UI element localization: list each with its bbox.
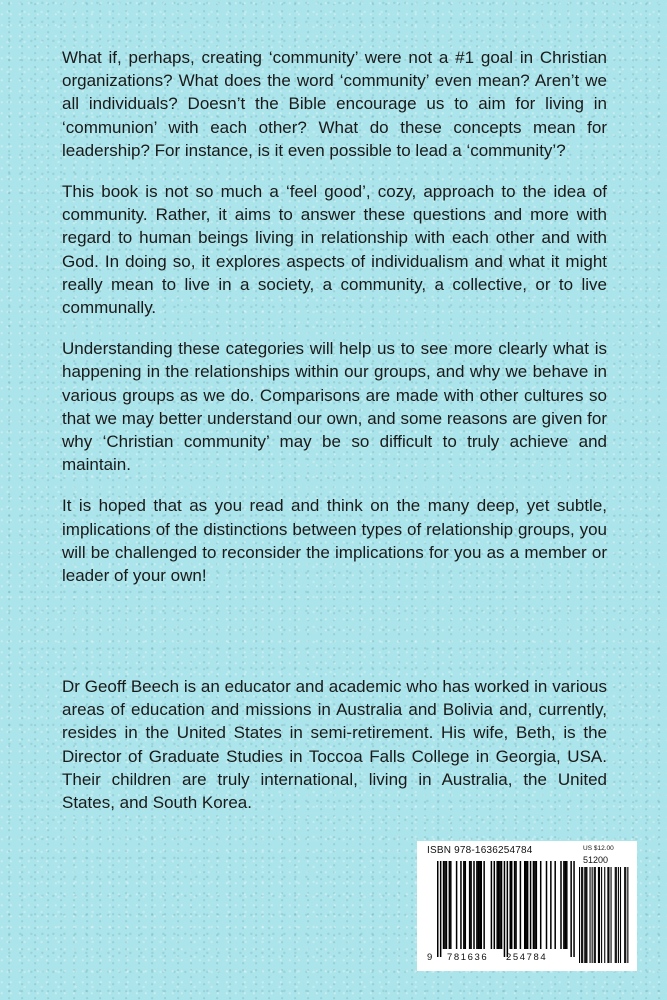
barcode-bar [501,861,503,949]
addon-bar [581,867,582,963]
barcode-bar [554,861,556,949]
addon-bar [611,867,612,963]
barcode-bar [540,861,542,949]
addon-bar [582,867,583,963]
barcode-bar [533,861,535,949]
addon-bar [616,867,617,963]
addon-bar [604,867,605,963]
barcode-bar [520,861,522,949]
barcode-bar [476,861,478,949]
addon-bar [620,867,621,963]
barcode-bar [444,861,446,949]
barcode-bar [515,861,517,949]
barcode-bar [525,861,527,949]
barcode-bar [504,861,506,957]
blurb-paragraph-2: This book is not so much a ‘feel good’, cozy, approach to the idea of community. Rather, it aims to answer these questions and more with regard to human beings living in relationship with each other and with God. In doing so, it explores aspects of individualism and what it might really mean to live in a society, a community, a collective, or to live communally. [62,182,607,318]
addon-bar [585,867,586,963]
addon-bar [625,867,626,963]
barcode-bar [469,861,471,949]
addon-bar [592,867,593,963]
price-addon-bars [579,867,628,963]
isbn-barcode [417,841,637,971]
barcode-bar [470,861,472,949]
barcode-bar [573,861,575,957]
barcode-bar [449,861,451,949]
book-blurb [62,46,607,605]
barcode-bar [563,861,565,949]
addon-bar [586,867,587,963]
barcode-bar [443,861,445,949]
barcode-digits-right: 254784 [506,952,548,963]
author-bio [62,675,607,814]
barcode-bar [550,861,552,949]
barcode-bar [499,861,501,949]
barcode-bar [498,861,500,949]
barcode-bar [570,861,572,957]
blurb-paragraph-1: What if, perhaps, creating ‘community’ were not a #1 goal in Christian organizations? What does the word ‘community’ even mean? Aren’t we all individuals? Doesn’t the Bible encourage us to aim for living in ‘communion’ with each other? What do these concepts mean for leadership? For instance, is it even possible to lead a ‘community’? [62,48,607,160]
barcode-bar [460,861,462,949]
barcode-bar [437,861,439,957]
barcode-bar [565,861,567,949]
barcode-bar [536,861,538,949]
barcode-bar [479,861,481,949]
barcode-bar [527,861,529,949]
addon-bar [608,867,609,963]
barcode-bar [511,861,513,949]
barcode-bar [483,861,485,949]
barcode-bar [450,861,452,949]
isbn-label: ISBN 978-1636254784 [427,845,533,856]
barcode-bar [478,861,480,949]
barcode-bar [473,861,475,949]
addon-bar [601,867,602,963]
addon-bar [618,867,619,963]
addon-bar [584,867,585,963]
barcode-bar [456,861,458,949]
barcode-bar [494,861,496,949]
barcode-bar [465,861,467,949]
barcode-digits-left: 781636 [447,952,489,963]
author-bio-text: Dr Geoff Beech is an educator and academic who has worked in various areas of education and missions in Australia and Bolivia and, currently, resides in the United States in semi-retirement. His wife, Beth, is the Director of Graduate Studies in Toccoa Falls College in Georgia, USA. Their children are truly international, living in Australia, the United States, and South Korea. [62,677,607,813]
blurb-paragraph-3: Understanding these categories will help us to see more clearly what is happening in the relationships within our groups, and why we behave in various groups as we do. Comparisons are made with other cultures so that we may better understand our own, and some reasons are given for why ‘Christian community’ may be so difficult to truly achieve and maintain. [62,339,607,475]
addon-bar [590,867,591,963]
blurb-paragraph-4: It is hoped that as you read and think on the many deep, yet subtle, implications of the distinctions between types of relationship groups, you will be challenged to reconsider the implications for you as a member or leader of your own! [62,496,607,586]
addon-bar [615,867,616,963]
barcode-bar [446,861,448,949]
addon-bar [599,867,600,963]
barcode-bar [560,861,562,949]
addon-bar [607,867,608,963]
addon-bar [595,867,596,963]
barcode-bar [530,861,532,949]
barcode-bar [534,861,536,949]
barcode-bar [524,861,526,949]
addon-bar [594,867,595,963]
addon-bar [624,867,625,963]
barcode-bar [507,861,509,957]
barcode-bar [514,861,516,949]
addon-bar [579,867,580,963]
price-code: 51200 [583,855,609,865]
barcode-bar [463,861,465,949]
addon-bar [627,867,628,963]
barcode-bar [510,861,512,949]
addon-bar [598,867,599,963]
barcode-bar [481,861,483,949]
barcode-bar [566,861,568,949]
price-label: US $12.00 [583,845,614,852]
barcode-bar [496,861,498,949]
barcode-digit-first: 9 [427,952,433,963]
ean-main-bars [437,861,575,957]
barcode-bar [491,861,493,949]
barcode-bar [546,861,548,949]
barcode-bar [440,861,442,957]
